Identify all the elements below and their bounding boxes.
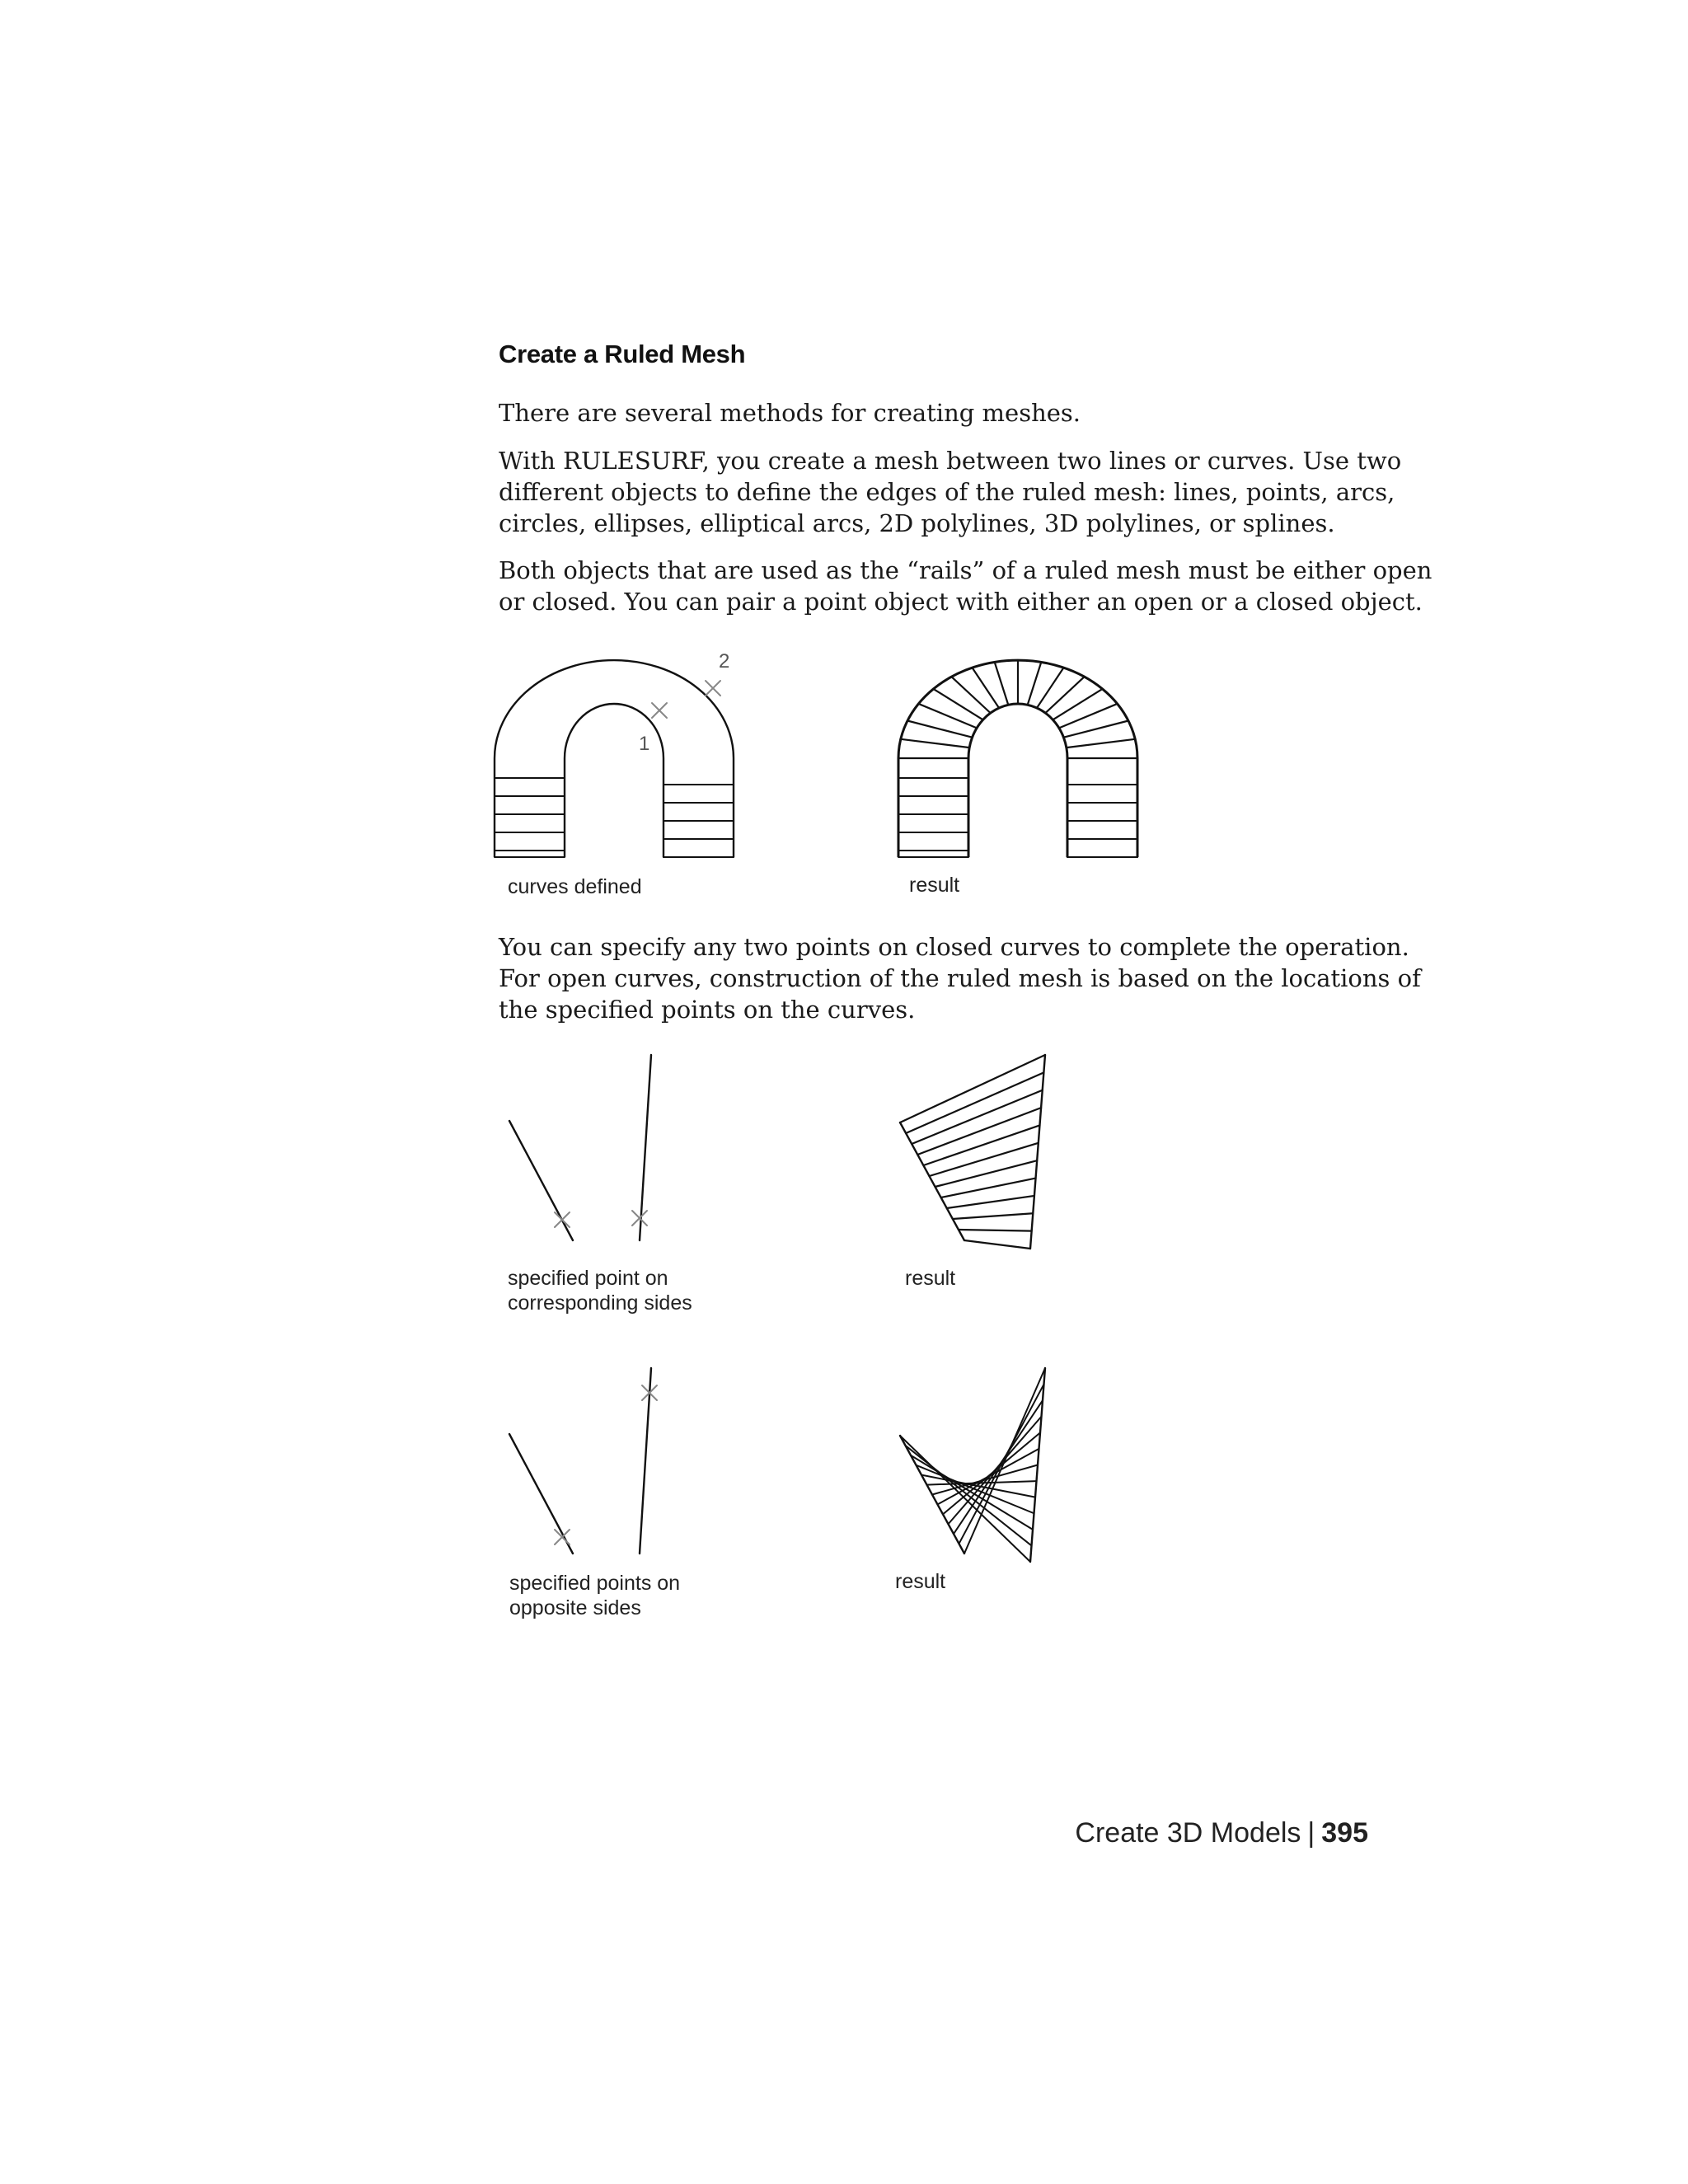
inner-rail-curve	[968, 704, 1067, 857]
mesh-spoke-line	[1037, 668, 1064, 708]
arch-curves-defined-diagram	[495, 643, 758, 874]
caption-corresponding-sides	[508, 1266, 692, 1315]
footer-separator: |	[1307, 1817, 1315, 1849]
caption-opposite-sides	[509, 1571, 680, 1620]
text-line: circles, ellipses, elliptical arcs, 2D polylines, 3D polylines, or splines.	[499, 509, 1335, 537]
outer-rail-curve	[495, 660, 734, 857]
lines-opposite-diagram	[495, 1360, 692, 1566]
mesh-spoke-line	[995, 662, 1009, 705]
point-label-2: 2	[719, 650, 730, 673]
mesh-spoke-line	[1045, 677, 1084, 713]
text-line: the specified points on the curves.	[499, 996, 916, 1024]
inner-rail-curve	[565, 704, 663, 857]
mesh-rule-line	[900, 1055, 1045, 1122]
footer-section-title: Create 3D Models	[1075, 1817, 1301, 1849]
figure-lines-opposite-result	[890, 1360, 1071, 1566]
mesh-rule-line	[912, 1090, 1043, 1144]
figure-lines-corresponding	[495, 1047, 692, 1253]
paragraph-intro	[499, 397, 1414, 429]
figure-arch-curves	[495, 643, 758, 874]
mesh-rule-line	[953, 1213, 1033, 1219]
point-label-1: 1	[639, 733, 650, 755]
text-line: You can specify any two points on closed curves to complete the operation.	[499, 933, 1409, 961]
text-line: or closed. You can pair a point object with either an open or a closed object.	[499, 588, 1423, 616]
mesh-rule-line	[947, 1196, 1034, 1208]
paragraph-rails	[499, 555, 1432, 617]
figure-arch-result	[898, 643, 1162, 874]
lines-corresponding-diagram	[495, 1047, 692, 1253]
mesh-rule-line	[906, 1072, 1043, 1133]
caption-arch-result: result	[909, 874, 960, 897]
caption-line: corresponding sides	[508, 1291, 692, 1315]
mesh-rule-line	[949, 1417, 1042, 1525]
text-line: There are several methods for creating meshes.	[499, 399, 1081, 427]
caption-result-corresponding: result	[905, 1267, 956, 1290]
mesh-spoke-line	[1028, 662, 1042, 705]
mesh-rule-line	[959, 1230, 1032, 1231]
mesh-spoke-line	[918, 704, 977, 728]
text-line: For open curves, construction of the ruled mesh is based on the locations of	[499, 964, 1421, 992]
rail-line-right	[1030, 1055, 1045, 1249]
mesh-spoke-line	[1053, 689, 1102, 719]
caption-line: specified point on	[508, 1267, 668, 1290]
mesh-spoke-line	[907, 720, 973, 737]
mesh-rule-line	[917, 1465, 1034, 1514]
mesh-spoke-line	[1063, 720, 1128, 737]
lines-corresponding-result-diagram	[890, 1047, 1071, 1253]
text-line: different objects to define the edges of the ruled mesh: lines, points, arcs,	[499, 478, 1395, 506]
section-heading: Create a Ruled Mesh	[499, 340, 746, 368]
page-number: 395	[1321, 1817, 1368, 1849]
mesh-spoke-line	[1059, 704, 1118, 728]
mesh-spoke-line	[951, 677, 990, 713]
text-line: Both objects that are used as the “rails” of a ruled mesh must be either open	[499, 556, 1432, 584]
figure-lines-opposite	[495, 1360, 692, 1566]
paragraph-rulesurf	[499, 445, 1414, 539]
caption-curves-defined: curves defined	[508, 875, 642, 898]
mesh-rule-line	[921, 1475, 1035, 1497]
mesh-spoke-line	[933, 689, 982, 719]
arch-result-diagram	[898, 643, 1162, 874]
text-line: With RULESURF, you create a mesh between two lines or curves. Use two	[499, 447, 1402, 475]
lines-opposite-result-diagram	[890, 1360, 1071, 1566]
mesh-spoke-line	[973, 668, 1000, 708]
caption-result-opposite: result	[895, 1570, 946, 1593]
mesh-rule-line	[935, 1160, 1038, 1187]
figure-lines-corresponding-result	[890, 1047, 1071, 1253]
page-footer	[1075, 1817, 1368, 1849]
mesh-rule-line	[959, 1385, 1044, 1544]
caption-line: specified points on	[509, 1572, 681, 1595]
mesh-spoke-line	[1067, 739, 1135, 748]
paragraph-specify-points	[499, 931, 1421, 1025]
mesh-spoke-line	[901, 739, 969, 748]
mesh-rule-line	[906, 1446, 1032, 1546]
caption-line: opposite sides	[509, 1596, 641, 1619]
mesh-rule-line	[929, 1143, 1038, 1176]
mesh-rule-line	[964, 1240, 1030, 1249]
rail-line-left	[509, 1121, 573, 1240]
mesh-rule-line	[900, 1436, 1030, 1562]
